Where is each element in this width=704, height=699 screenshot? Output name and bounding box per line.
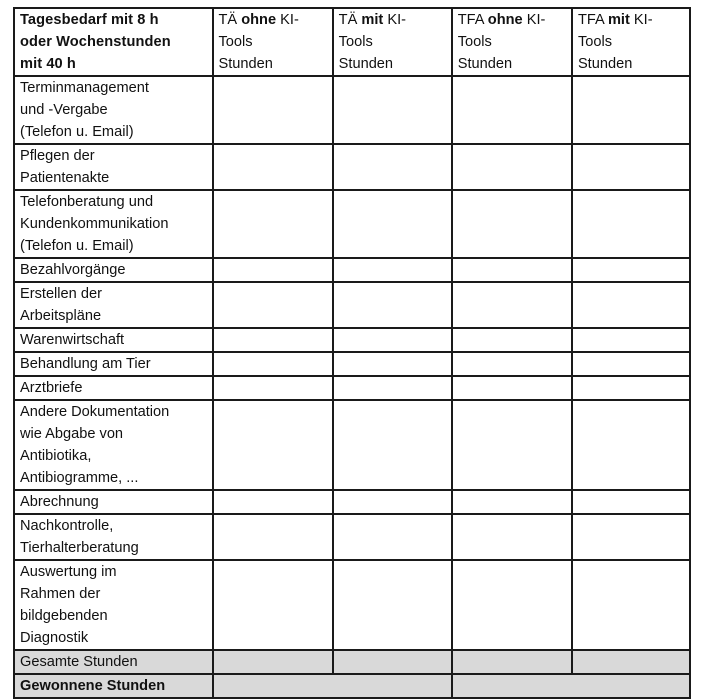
- column-header-line: Stunden: [577, 56, 633, 72]
- column-header-emphasis: mit: [607, 12, 630, 28]
- hours-input-cell[interactable]: [333, 190, 452, 258]
- task-label: [14, 258, 213, 282]
- task-row: [14, 514, 690, 560]
- task-label-line: Warenwirtschaft: [20, 332, 125, 348]
- task-label-line: Patientenakte: [20, 170, 110, 186]
- column-header-line: Tools: [218, 34, 253, 50]
- task-rows: [14, 76, 690, 650]
- total-hours-cell[interactable]: [452, 650, 572, 674]
- total-hours-label: Gesamte Stunden: [14, 650, 213, 674]
- total-hours-row: [14, 650, 690, 674]
- hours-input-cell[interactable]: [333, 328, 452, 352]
- hours-input-cell[interactable]: [572, 376, 690, 400]
- hours-input-cell[interactable]: [213, 76, 333, 144]
- task-label: [14, 400, 213, 490]
- hours-input-cell[interactable]: [572, 76, 690, 144]
- task-column-header: [14, 8, 213, 76]
- column-header-suffix: KI-: [633, 12, 653, 28]
- column-header-ta-without-ai: [213, 8, 333, 76]
- gained-hours-row: [14, 674, 690, 698]
- gained-hours-ta-cell[interactable]: [213, 674, 452, 698]
- task-label: [14, 514, 213, 560]
- hours-input-cell[interactable]: [213, 490, 333, 514]
- hours-input-cell[interactable]: [333, 560, 452, 650]
- task-header-line: mit 40 h: [20, 56, 76, 72]
- task-label-line: Arztbriefe: [20, 380, 83, 396]
- hours-input-cell[interactable]: [452, 490, 572, 514]
- task-label: [14, 328, 213, 352]
- column-header-ta-with-ai: [333, 8, 452, 76]
- task-label-line: Pflegen der: [20, 148, 95, 164]
- column-header-line: Tools: [338, 34, 373, 50]
- hours-input-cell[interactable]: [333, 400, 452, 490]
- task-row: [14, 76, 690, 144]
- hours-input-cell[interactable]: [572, 282, 690, 328]
- gained-hours-tfa-cell[interactable]: [452, 674, 690, 698]
- total-hours-cell[interactable]: [333, 650, 452, 674]
- hours-input-cell[interactable]: [333, 144, 452, 190]
- task-label-line: Nachkontrolle,: [20, 518, 114, 534]
- task-label-line: Andere Dokumentation: [20, 404, 170, 420]
- hours-input-cell[interactable]: [213, 144, 333, 190]
- task-label: [14, 144, 213, 190]
- task-label-line: Antibiogramme, ...: [20, 470, 139, 486]
- total-hours-cell[interactable]: [572, 650, 690, 674]
- hours-input-cell[interactable]: [452, 376, 572, 400]
- column-header-emphasis: ohne: [487, 12, 523, 28]
- task-label-line: Abrechnung: [20, 494, 99, 510]
- task-row: [14, 490, 690, 514]
- task-row: [14, 144, 690, 190]
- hours-input-cell[interactable]: [452, 282, 572, 328]
- task-label: [14, 190, 213, 258]
- task-row: [14, 258, 690, 282]
- task-label-line: Rahmen der: [20, 586, 101, 602]
- task-label-line: wie Abgabe von: [20, 426, 124, 442]
- hours-input-cell[interactable]: [213, 328, 333, 352]
- task-label-line: und -Vergabe: [20, 102, 108, 118]
- task-label: [14, 490, 213, 514]
- task-row: [14, 190, 690, 258]
- total-hours-cell[interactable]: [213, 650, 333, 674]
- task-row: [14, 282, 690, 328]
- task-label-line: (Telefon u. Email): [20, 238, 134, 254]
- task-label: [14, 76, 213, 144]
- hours-input-cell[interactable]: [572, 144, 690, 190]
- task-header-line: oder Wochenstunden: [20, 34, 171, 50]
- task-label-line: Telefonberatung und: [20, 194, 154, 210]
- task-label-line: Diagnostik: [20, 630, 89, 646]
- hours-input-cell[interactable]: [213, 560, 333, 650]
- task-label-line: Tierhalterberatung: [20, 540, 139, 556]
- hours-input-cell[interactable]: [333, 490, 452, 514]
- column-header-line: Tools: [457, 34, 492, 50]
- column-header-prefix: TFA: [457, 12, 484, 28]
- hours-comparison-table: [13, 7, 691, 699]
- header-row: [14, 8, 690, 76]
- hours-input-cell[interactable]: [333, 352, 452, 376]
- task-label: [14, 376, 213, 400]
- task-header-line: Tagesbedarf mit 8 h: [20, 12, 159, 28]
- task-row: [14, 376, 690, 400]
- hours-input-cell[interactable]: [572, 514, 690, 560]
- hours-input-cell[interactable]: [452, 144, 572, 190]
- hours-input-cell[interactable]: [572, 258, 690, 282]
- task-row: [14, 328, 690, 352]
- hours-input-cell[interactable]: [333, 282, 452, 328]
- task-row: [14, 400, 690, 490]
- task-label-line: Erstellen der: [20, 286, 102, 302]
- column-header-suffix: KI-: [387, 12, 406, 28]
- hours-input-cell[interactable]: [572, 560, 690, 650]
- column-header-prefix: TÄ: [338, 12, 358, 28]
- column-header-suffix: KI-: [526, 12, 546, 28]
- task-label: [14, 352, 213, 376]
- hours-input-cell[interactable]: [213, 282, 333, 328]
- column-header-tfa-without-ai: [452, 8, 572, 76]
- column-header-emphasis: mit: [361, 12, 384, 28]
- task-label-line: bildgebenden: [20, 608, 108, 624]
- task-label: [14, 560, 213, 650]
- task-label: [14, 282, 213, 328]
- hours-input-cell[interactable]: [572, 190, 690, 258]
- hours-input-cell[interactable]: [213, 258, 333, 282]
- hours-input-cell[interactable]: [572, 328, 690, 352]
- hours-input-cell[interactable]: [333, 76, 452, 144]
- task-row: [14, 352, 690, 376]
- task-label-line: (Telefon u. Email): [20, 124, 134, 140]
- column-header-line: Stunden: [338, 56, 394, 72]
- task-label-line: Behandlung am Tier: [20, 356, 151, 372]
- hours-input-cell[interactable]: [452, 328, 572, 352]
- hours-input-cell[interactable]: [452, 190, 572, 258]
- hours-input-cell[interactable]: [452, 352, 572, 376]
- task-label-line: Terminmanagement: [20, 80, 149, 96]
- task-label-line: Auswertung im: [20, 564, 117, 580]
- hours-input-cell[interactable]: [452, 76, 572, 144]
- hours-input-cell[interactable]: [452, 560, 572, 650]
- column-header-prefix: TFA: [577, 12, 604, 28]
- hours-input-cell[interactable]: [213, 352, 333, 376]
- hours-input-cell[interactable]: [452, 514, 572, 560]
- column-header-line: Stunden: [218, 56, 273, 72]
- column-header-suffix: KI-: [280, 12, 299, 28]
- hours-input-cell[interactable]: [572, 352, 690, 376]
- hours-input-cell[interactable]: [452, 400, 572, 490]
- column-header-tfa-with-ai: [572, 8, 690, 76]
- task-label-line: Arbeitspläne: [20, 308, 102, 324]
- column-header-line: Stunden: [457, 56, 513, 72]
- task-label-line: Antibiotika,: [20, 448, 92, 464]
- column-header-line: Tools: [577, 34, 613, 50]
- hours-input-cell[interactable]: [333, 376, 452, 400]
- hours-input-cell[interactable]: [452, 258, 572, 282]
- hours-input-cell[interactable]: [333, 258, 452, 282]
- task-row: [14, 560, 690, 650]
- hours-input-cell[interactable]: [213, 514, 333, 560]
- hours-input-cell[interactable]: [213, 376, 333, 400]
- hours-input-cell[interactable]: [333, 514, 452, 560]
- hours-input-cell[interactable]: [213, 190, 333, 258]
- hours-input-cell[interactable]: [572, 490, 690, 514]
- column-header-emphasis: ohne: [241, 12, 277, 28]
- hours-input-cell[interactable]: [572, 400, 690, 490]
- task-label-line: Kundenkommunikation: [20, 216, 169, 232]
- task-label-line: Bezahlvorgänge: [20, 262, 126, 278]
- hours-input-cell[interactable]: [213, 400, 333, 490]
- gained-hours-label: Gewonnene Stunden: [14, 674, 213, 698]
- column-header-prefix: TÄ: [218, 12, 238, 28]
